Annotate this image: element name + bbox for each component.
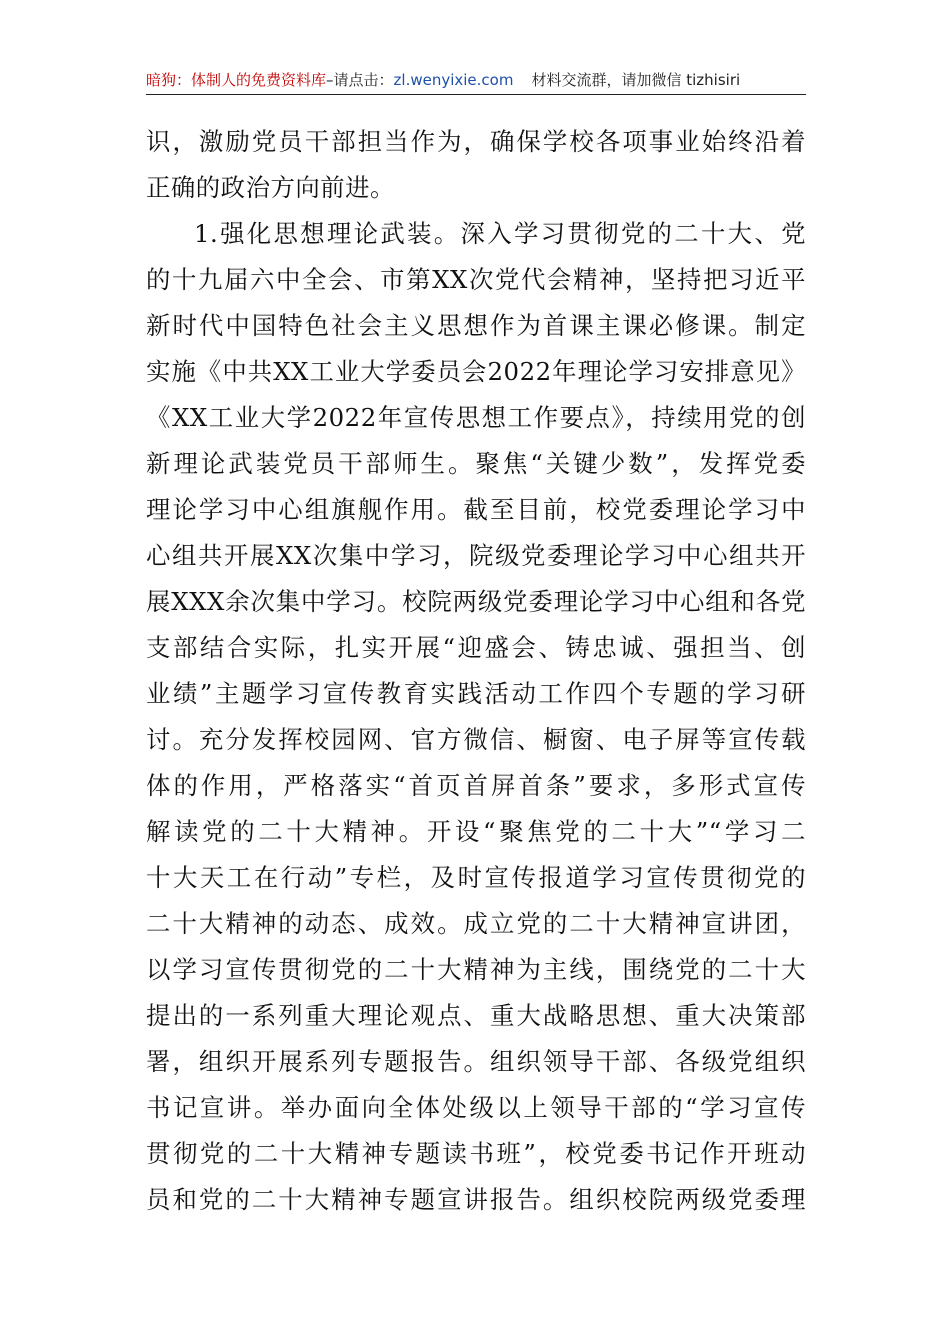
- text-line: 心组共开展XX次集中学习，院级党委理论学习中心组共开: [146, 541, 806, 570]
- text-line: 正确的政治方向前进。: [146, 173, 395, 202]
- text-line: 《XX工业大学2022年宣传思想工作要点》，持续用党的创: [146, 403, 806, 432]
- text-line: 业绩”主题学习宣传教育实践活动工作四个专题的学习研: [146, 679, 806, 708]
- text-line: 支部结合实际，扎实开展“迎盛会、铸忠诚、强担当、创: [146, 633, 806, 662]
- header-separator: –请点击：: [326, 71, 394, 89]
- text-line: 理论学习中心组旗舰作用。截至目前，校党委理论学习中: [146, 495, 806, 524]
- header-link[interactable]: zl.wenyixie.com: [393, 71, 514, 89]
- text-line: 员和党的二十大精神专题宣讲报告。组织校院两级党委理: [146, 1185, 806, 1214]
- text-line: 的十九届六中全会、市第XX次党代会精神，坚持把习近平: [146, 265, 806, 294]
- text-line: 署，组织开展系列专题报告。组织领导干部、各级党组织: [146, 1047, 806, 1076]
- text-line: 二十大精神的动态、成效。成立党的二十大精神宣讲团，: [146, 909, 806, 938]
- text-line: 提出的一系列重大理论观点、重大战略思想、重大决策部: [146, 1001, 806, 1030]
- header-group-note: 材料交流群，请加微信 tizhisiri: [531, 71, 741, 89]
- page-header: [146, 66, 806, 95]
- header-brand: 暗狗：体制人的免费资料库: [146, 71, 327, 89]
- text-line: 新理论武装党员干部师生。聚焦“关键少数”，发挥党委: [146, 449, 806, 478]
- text-line: 新时代中国特色社会主义思想作为首课主课必修课。制定: [146, 311, 806, 340]
- text-line: 书记宣讲。举办面向全体处级以上领导干部的“学习宣传: [146, 1093, 806, 1122]
- text-line: 展XXX余次集中学习。校院两级党委理论学习中心组和各党: [146, 587, 806, 616]
- text-line: 体的作用，严格落实“首页首屏首条”要求，多形式宣传: [146, 771, 806, 800]
- text-line: 贯彻党的二十大精神专题读书班”，校党委书记作开班动: [146, 1139, 806, 1168]
- text-line: 实施《中共XX工业大学委员会2022年理论学习安排意见》: [146, 357, 806, 386]
- text-line: 以学习宣传贯彻党的二十大精神为主线，围绕党的二十大: [146, 955, 806, 984]
- text-line: 识，激励党员干部担当作为，确保学校各项事业始终沿着: [146, 127, 806, 156]
- text-line: 1.强化思想理论武装。深入学习贯彻党的二十大、党: [194, 219, 806, 248]
- text-line: 解读党的二十大精神。开设“聚焦党的二十大”“学习二: [146, 817, 806, 846]
- text-line: 讨。充分发挥校园网、官方微信、橱窗、电子屏等宣传载: [146, 725, 806, 754]
- text-line: 十大天工在行动”专栏，及时宣传报道学习宣传贯彻党的: [146, 863, 806, 892]
